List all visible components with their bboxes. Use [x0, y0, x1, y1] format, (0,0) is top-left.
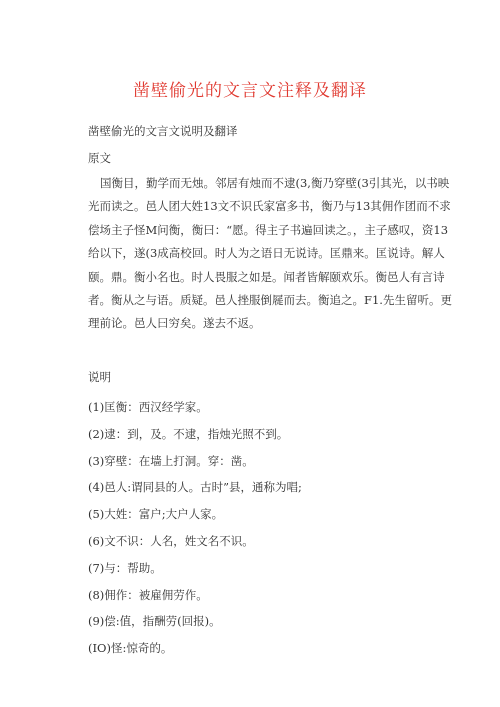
section-heading-notes: 说明 — [88, 370, 111, 384]
note-item: (4)邑人:谓同县的人。古时”县，通称为唱; — [88, 480, 302, 495]
original-text-line: 者。衡从之与语。质疑。邑人挫服倒屣而去。衡追之。F1.先生留听。更 — [88, 293, 452, 308]
note-item: (5)大姓：富户;大户人家。 — [88, 507, 224, 522]
original-text-line: 理前论。邑人曰穷矣。遂去不返。 — [88, 316, 261, 331]
note-item: (3)穿壁：在墙上打洞。穿：凿。 — [88, 453, 254, 468]
section-heading-original: 原文 — [88, 151, 111, 165]
notes-list — [88, 399, 302, 667]
note-item: (6)文不识：人名，姓文名不识。 — [88, 533, 254, 548]
note-item: (1)匡衡：西汉经学家。 — [88, 400, 208, 414]
original-text-line: 给以下，遂(3成高校回。时人为之语日无说诗。匡鼎来。匡说诗。解人 — [88, 246, 445, 261]
document-subtitle: 凿壁偷光的文言文说明及翻译 — [88, 124, 238, 138]
note-item: (7)与：帮助。 — [88, 560, 162, 575]
note-item: (8)佣作：被雇佣劳作。 — [88, 587, 208, 602]
original-text-line: 国衡目，勤学而无烛。邻居有烛而不逮(3,衡乃穿壁(3引其光，以书映 — [100, 176, 450, 190]
document-title: 凿壁偷光的文言文注释及翻译 — [133, 81, 367, 101]
original-text-line: 偿场主子怪M问衡，衡曰：“愿。得主子书遍回读之。，主子感叹，资13 — [88, 222, 449, 237]
original-text-line: 颐。鼎。衡小名也。时人畏服之如是。闻者皆解颐欢乐。衡邑人有言诗 — [88, 269, 445, 284]
note-item: (2)逮：到，及。不逮，指烛光照不到。 — [88, 426, 289, 441]
original-text-paragraph — [88, 172, 452, 336]
original-text-line: 光而读之。邑人团大姓13文不识氏家富多书，衡乃与13其佣作团而不求 — [88, 199, 451, 214]
note-item: (IO)怪:惊奇的。 — [88, 641, 173, 656]
note-item: (9)偿:值，指酬劳(回报)。 — [88, 614, 221, 629]
